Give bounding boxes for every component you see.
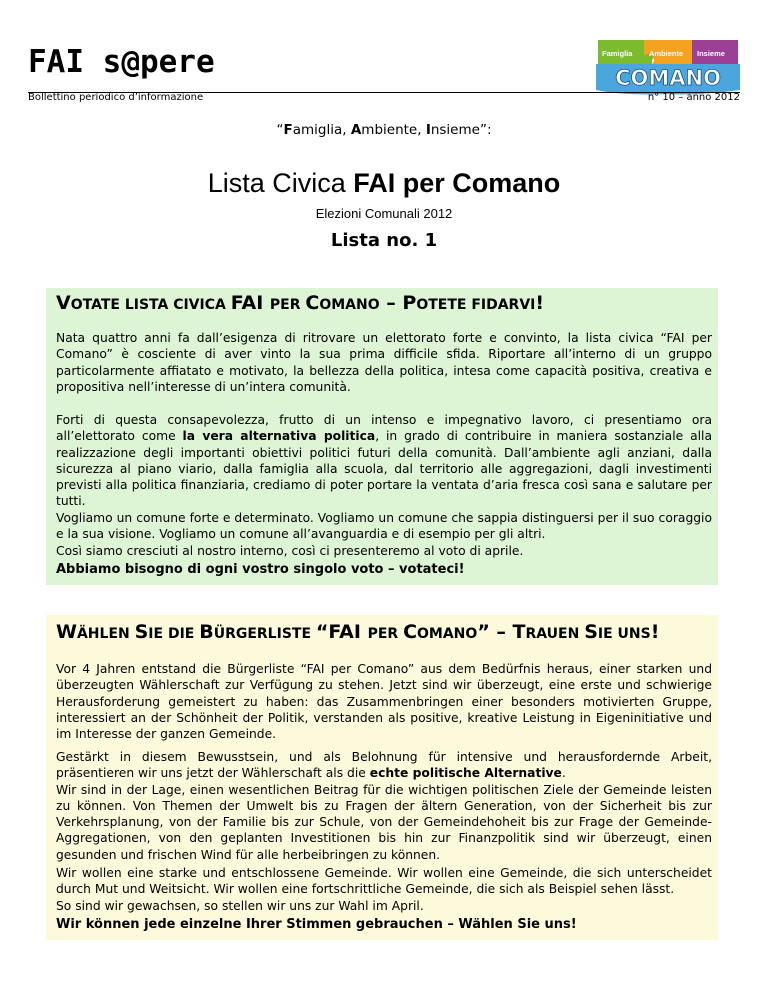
motto: “Famiglia, Ambiente, Insieme”: <box>276 122 492 138</box>
italian-closing: Abbiamo bisogno di ogni vostro singolo voto – votateci! <box>56 562 465 577</box>
german-paragraph-2: Gestärkt in diesem Bewusstsein, und als Belohnung für intensive und herausfordernde Arbeit, präsentieren wir uns jetzt der Wählerschaft als die echte politische Alternative. Wir sind in der Lage, einen wesentlichen Beitrag für die wichtigen politischen Ziele der Gemeinde leisten zu können. Von Themen der Umwelt bis zu Fragen der ältern Generation, von der Sicherheit bis zur Verkehrsplanung, von der Familie bis zur Schule, von der Gemeindehoheit bis zur Frage der Gemeinde-Aggregationen, von den geplanten Investitionen bis hin zur Finanzpolitik sind wir überzeugt, einen gesunden und frischen Wind für alle herbeibringen zu können. <box>56 750 712 862</box>
italian-paragraph-1: Nata quattro anni fa dall’esigenza di ritrovare un elettorato forte e convinto, la lista civica “FAI per Comano” è cosciente di aver vinto la sua prima difficile sfida. Riportare all’interno di un gruppo particolarmente affiatato e motivato, la bellezza della politica, intesa come capacità positiva, creativa e propositiva nell’interesse di un’intera comunità. <box>56 331 712 394</box>
italian-section <box>46 288 718 585</box>
german-paragraph-1: Vor 4 Jahren entstand die Bürgerliste “FAI per Comano” aus dem Bedürfnis heraus, einer starken und überzeugten Wählerschaft zur Verfügung zu stehen. Jetzt sind wir überzeugt, eine erste und schwierige Herausforderung gemeistert zu haben: das Zusammenbringen einer besonders motivierten Gruppe, interessiert an der Schönheit der Politik, verstanden als positive, kreative Leistung in Eigeninitiative und im Interesse der ganzen Gemeinde. <box>56 662 712 742</box>
lista-title: Lista Civica FAI per Comano <box>207 168 561 198</box>
comano-logo <box>594 38 742 96</box>
german-section <box>46 615 718 940</box>
logo-word-ambiente: Ambiente <box>649 49 684 58</box>
german-closing: Wir können jede einzelne Ihrer Stimmen gebrauchen – Wählen Sie uns! <box>56 917 577 932</box>
logo-name: COMANO <box>615 66 721 90</box>
german-heading: WÄHLEN SIE DIE BÜRGERLISTE “FAI PER COMANO” – TRAUEN SIE UNS! <box>56 621 660 643</box>
italian-paragraph-2: Forti di questa consapevolezza, frutto di un intenso e impegnativo lavoro, ci presentiamo ora all’elettorato come la vera alternativa politica, in grado di contribuire in maniera sostanziale alla realizzazione degli importanti obiettivi politici futuri della comunità. Dall’ambiente agli anziani, dalla sicurezza al piano viario, dalla famiglia alla scuola, dal territorio alle aggregazioni, dagli investimenti previsti alla politica finanziaria, crediamo di poter portare la ventata d’aria fresca così sana e salutare per tutti. <box>56 413 712 509</box>
list-number: Lista no. 1 <box>330 230 438 251</box>
bulletin-subtitle: Bollettino periodico d’informazione <box>28 92 204 103</box>
italian-paragraph-3: Vogliamo un comune forte e determinato. Vogliamo un comune che sappia distinguersi per il suo coraggio e la sua visione. Vogliamo un comune all’avanguardia e di esempio per gli altri. Così siamo cresciuti al nostro interno, così ci presenteremo al voto di aprile. <box>56 511 712 558</box>
newsletter-title: FAI s@pere <box>28 44 215 80</box>
logo-word-famiglia: Famiglia <box>602 49 633 58</box>
elections-subtitle: Elezioni Comunali 2012 <box>315 206 453 221</box>
issue-number: n° 10 – anno 2012 <box>647 92 740 103</box>
german-paragraph-3: Wir wollen eine starke und entschlossene Gemeinde. Wir wollen eine Gemeinde, die sich unterscheidet durch Mut und Weitsicht. Wir wollen eine fortschrittliche Gemeinde, die sich als Beispiel sehen lässt. So sind wir gewachsen, so stellen wir uns zur Wahl im April. <box>56 866 712 913</box>
logo-word-insieme: Insieme <box>697 49 725 58</box>
italian-heading: VOTATE LISTA CIVICA FAI PER COMANO – POTETE FIDARVI! <box>56 292 545 314</box>
